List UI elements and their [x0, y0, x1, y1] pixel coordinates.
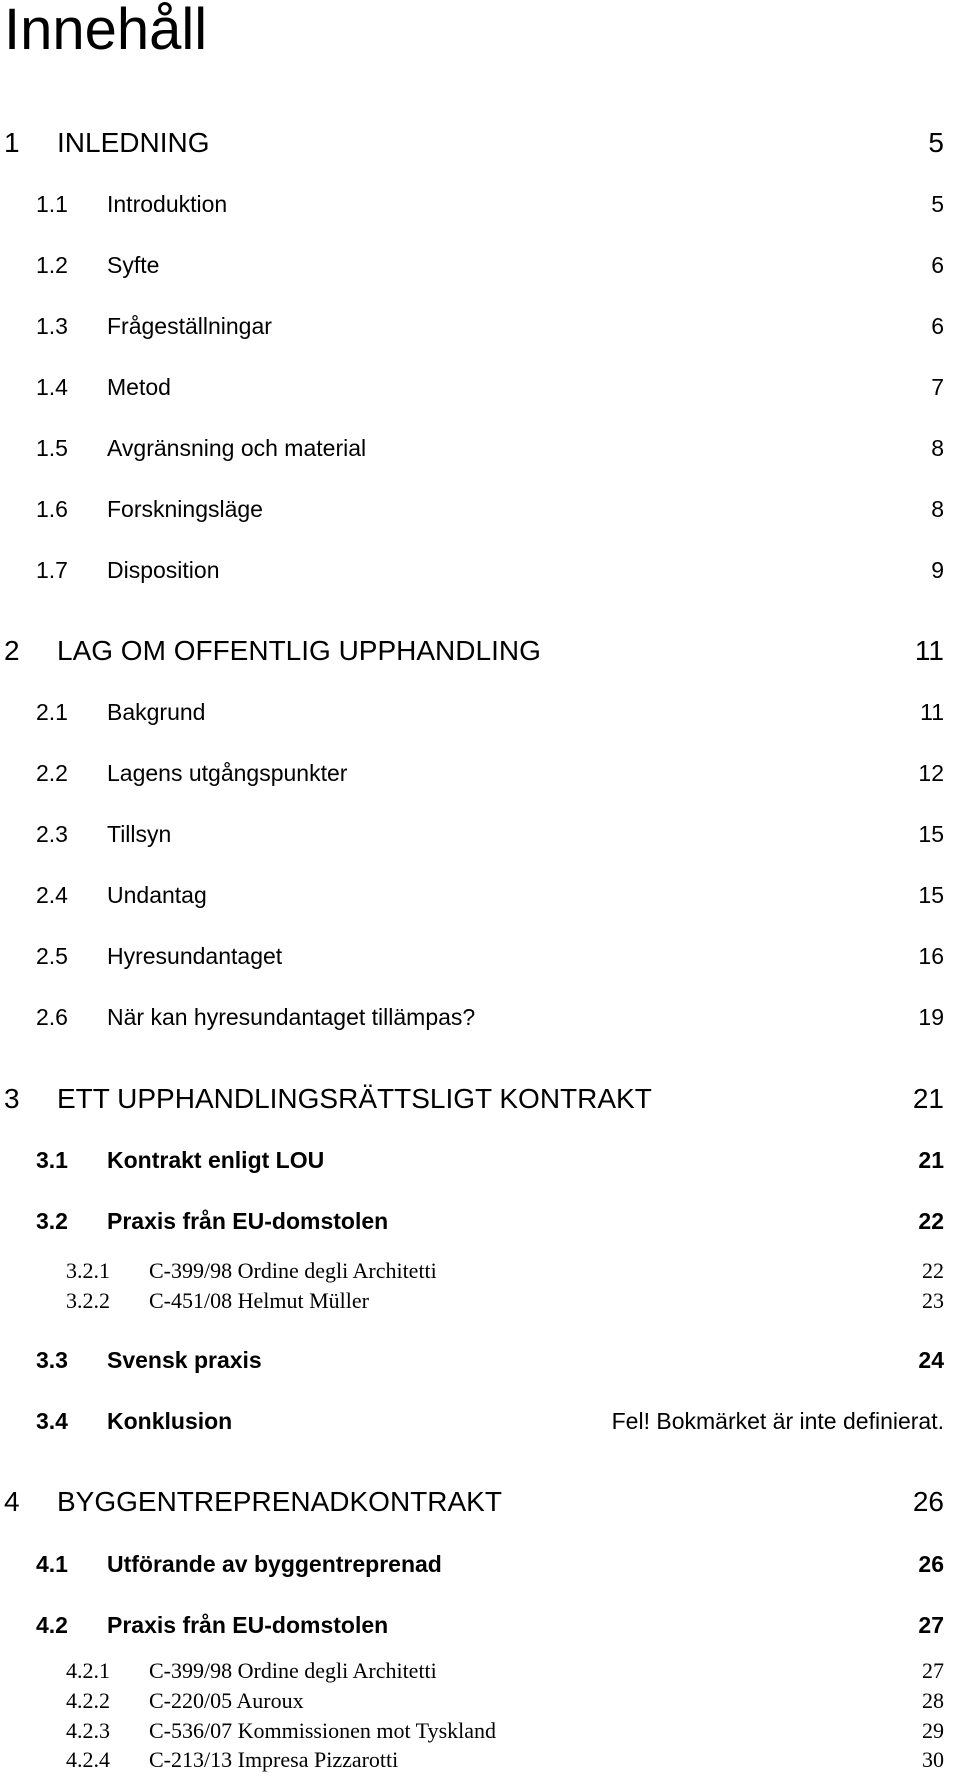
- toc-page: 5: [928, 127, 944, 158]
- toc-label: C-536/07 Kommissionen mot Tyskland: [149, 1718, 497, 1743]
- toc-page: 19: [918, 1004, 944, 1030]
- toc-number: 1: [4, 127, 20, 158]
- toc-number: 4.1: [36, 1551, 68, 1577]
- toc-page: 16: [918, 943, 944, 969]
- toc-entry-1-5[interactable]: [0, 433, 960, 463]
- toc-page: 12: [918, 760, 944, 786]
- toc-entry-2-6[interactable]: [0, 1002, 960, 1032]
- toc-entry-4-2[interactable]: [0, 1610, 960, 1640]
- toc-label: Utförande av byggentreprenad: [107, 1551, 442, 1577]
- toc-label: Introduktion: [107, 191, 228, 217]
- toc-number: 4: [4, 1486, 20, 1517]
- toc-entry-3-2-1[interactable]: [0, 1256, 960, 1286]
- toc-label: Tillsyn: [107, 821, 172, 847]
- toc-number: 3.3: [36, 1347, 68, 1373]
- toc-page: 22: [918, 1208, 944, 1234]
- toc-page: 8: [931, 435, 944, 461]
- toc-entry-2-5[interactable]: [0, 941, 960, 971]
- toc-page: 23: [922, 1288, 944, 1313]
- toc-page: 28: [922, 1688, 944, 1713]
- toc-number: 2: [4, 635, 20, 666]
- toc-entry-1-7[interactable]: [0, 555, 960, 585]
- toc-entry-4[interactable]: [0, 1487, 960, 1517]
- toc-number: 1.5: [36, 435, 68, 461]
- toc-entry-2-3[interactable]: [0, 819, 960, 849]
- toc-entry-1-6[interactable]: [0, 494, 960, 524]
- toc-label: Konklusion: [107, 1408, 233, 1434]
- toc-label: Hyresundantaget: [107, 943, 283, 969]
- toc-number: 4.2.1: [66, 1658, 110, 1683]
- toc-number: 1.6: [36, 496, 68, 522]
- toc-number: 4.2.2: [66, 1688, 110, 1713]
- toc-number: 4.2.4: [66, 1747, 110, 1772]
- toc-entry-3-2-2[interactable]: [0, 1286, 960, 1316]
- toc-entry-4-2-2[interactable]: [0, 1686, 960, 1716]
- toc-label: C-451/08 Helmut Müller: [149, 1288, 369, 1313]
- toc-entry-2[interactable]: [0, 636, 960, 666]
- toc-entry-3-3[interactable]: [0, 1345, 960, 1375]
- toc-entry-2-4[interactable]: [0, 880, 960, 910]
- toc-page: 11: [920, 699, 944, 725]
- toc-label: Bakgrund: [107, 699, 206, 725]
- toc-entry-1-3[interactable]: [0, 311, 960, 341]
- bookmark-error-text: Fel! Bokmärket är inte definierat.: [611, 1408, 944, 1434]
- toc-number: 4.2.3: [66, 1718, 110, 1743]
- toc-number: 3.2: [36, 1208, 68, 1234]
- toc-number: 3.4: [36, 1408, 68, 1434]
- toc-number: 3.2.2: [66, 1288, 110, 1313]
- toc-label: LAG OM OFFENTLIG UPPHANDLING: [57, 635, 541, 666]
- toc-number: 2.3: [36, 821, 68, 847]
- toc-label: Lagens utgångspunkter: [107, 760, 348, 786]
- toc-label: När kan hyresundantaget tillämpas?: [107, 1004, 476, 1030]
- toc-page: 11: [914, 635, 944, 666]
- page-title: Innehåll: [4, 0, 208, 62]
- toc-entry-3[interactable]: [0, 1084, 960, 1114]
- toc-number: 1.7: [36, 557, 68, 583]
- toc-number: 2.5: [36, 943, 68, 969]
- toc-number: 4.2: [36, 1612, 68, 1638]
- toc-label: C-213/13 Impresa Pizzarotti: [149, 1747, 399, 1772]
- toc-number: 2.4: [36, 882, 68, 908]
- toc-page: 26: [912, 1486, 944, 1517]
- toc-page: 24: [918, 1347, 944, 1373]
- toc-page: 30: [922, 1747, 944, 1772]
- toc-number: 1.2: [36, 252, 68, 278]
- toc-entry-1-1[interactable]: [0, 189, 960, 219]
- toc-page: 8: [931, 496, 944, 522]
- toc-entry-2-2[interactable]: [0, 758, 960, 788]
- toc-number: 1.3: [36, 313, 68, 339]
- toc-page: 6: [931, 252, 944, 278]
- toc-label: Praxis från EU-domstolen: [107, 1612, 389, 1638]
- toc-page: 27: [918, 1612, 944, 1638]
- toc-label: Disposition: [107, 557, 220, 583]
- toc-page: 21: [918, 1147, 944, 1173]
- toc-label: C-399/98 Ordine degli Architetti: [149, 1258, 437, 1283]
- toc-label: Kontrakt enligt LOU: [107, 1147, 325, 1173]
- toc-page: 27: [922, 1658, 944, 1683]
- toc-page: 26: [918, 1551, 944, 1577]
- toc-label: BYGGENTREPRENADKONTRAKT: [57, 1486, 502, 1517]
- toc-number: 1.1: [36, 191, 68, 217]
- toc-label: Syfte: [107, 252, 160, 278]
- toc-label: Undantag: [107, 882, 207, 908]
- toc-label: ETT UPPHANDLINGSRÄTTSLIGT KONTRAKT: [57, 1083, 652, 1114]
- toc-page: 29: [922, 1718, 944, 1743]
- toc-label: Frågeställningar: [107, 313, 272, 339]
- toc-number: 3: [4, 1083, 20, 1114]
- toc-number: 3.1: [36, 1147, 68, 1173]
- toc-label: Metod: [107, 374, 171, 400]
- toc-number: 2.2: [36, 760, 68, 786]
- toc-page: 15: [918, 821, 944, 847]
- toc-entry-1-4[interactable]: [0, 372, 960, 402]
- toc-page: 15: [918, 882, 944, 908]
- toc-page: 22: [922, 1258, 944, 1283]
- toc-entry-1-2[interactable]: [0, 250, 960, 280]
- toc-label: Avgränsning och material: [107, 435, 367, 461]
- toc-number: 3.2.1: [66, 1258, 110, 1283]
- toc-entry-3-4[interactable]: [0, 1406, 960, 1436]
- toc-number: 2.6: [36, 1004, 68, 1030]
- toc-entry-2-1[interactable]: [0, 697, 960, 727]
- toc-page: 5: [931, 191, 944, 217]
- toc-number: 1.4: [36, 374, 68, 400]
- toc-label: Forskningsläge: [107, 496, 263, 522]
- toc-entry-4-1[interactable]: [0, 1549, 960, 1579]
- toc-label: INLEDNING: [57, 127, 210, 158]
- toc-label: Praxis från EU-domstolen: [107, 1208, 389, 1234]
- toc-entry-4-2-3[interactable]: [0, 1716, 960, 1746]
- toc-label: C-399/98 Ordine degli Architetti: [149, 1658, 437, 1683]
- toc-page: 6: [931, 313, 944, 339]
- toc-page: 9: [931, 557, 944, 583]
- toc-entry-4-2-1[interactable]: [0, 1656, 960, 1686]
- toc-label: Svensk praxis: [107, 1347, 262, 1373]
- toc-number: 2.1: [36, 699, 68, 725]
- toc-label: C-220/05 Auroux: [149, 1688, 304, 1713]
- toc-page: 7: [931, 374, 944, 400]
- toc-page: 21: [912, 1083, 944, 1114]
- toc-entry-1[interactable]: [0, 128, 960, 158]
- toc-entry-3-2[interactable]: [0, 1206, 960, 1236]
- toc-entry-3-1[interactable]: [0, 1145, 960, 1175]
- toc-entry-4-2-4[interactable]: [0, 1745, 960, 1775]
